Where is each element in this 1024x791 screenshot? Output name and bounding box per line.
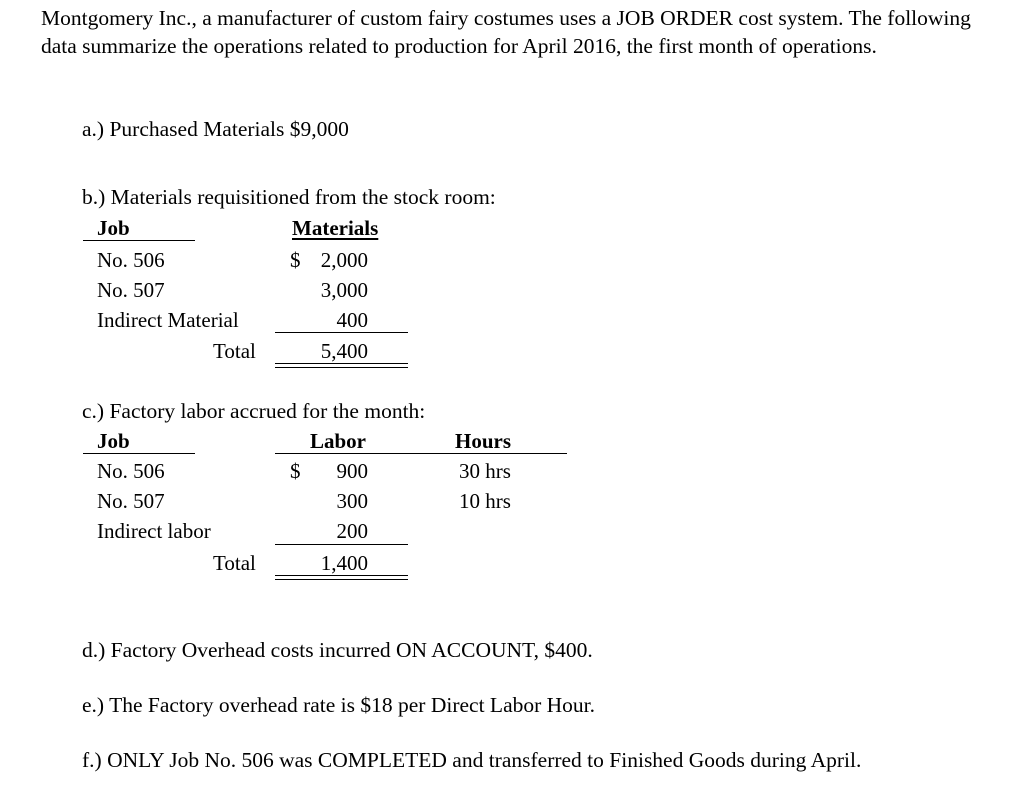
labor-total-label: Total (213, 551, 256, 575)
materials-row-currency: $ (290, 248, 301, 272)
labor-table-header-job: Job (97, 429, 130, 453)
materials-row-job: No. 507 (97, 278, 165, 302)
materials-row-amount: 3,000 (320, 278, 368, 302)
materials-row-job: Indirect Material (97, 308, 239, 332)
labor-row-amount: 900 (336, 459, 368, 483)
labor-job-header-rule (83, 453, 195, 454)
item-a-purchased-materials: a.) Purchased Materials $9,000 (82, 117, 349, 141)
labor-row-currency: $ (290, 459, 301, 483)
intro-paragraph: Montgomery Inc., a manufacturer of custom fairy costumes uses a JOB ORDER cost system. The following data summarize the operations related to production for April 2016, the first month of operations. (41, 6, 971, 58)
materials-total-amount: 5,400 (320, 339, 368, 363)
materials-row-job: No. 506 (97, 248, 165, 272)
labor-hours-header-rule (275, 453, 567, 454)
labor-total-amount: 1,400 (320, 551, 368, 575)
labor-row-hours: 30 hrs (459, 459, 511, 483)
materials-row-amount: 2,000 (320, 248, 368, 272)
materials-subtotal-rule (275, 332, 408, 333)
labor-row-job: No. 506 (97, 459, 165, 483)
labor-row-job: No. 507 (97, 489, 165, 513)
item-e-overhead-rate: e.) The Factory overhead rate is $18 per Direct Labor Hour. (82, 693, 596, 717)
labor-subtotal-rule (275, 544, 408, 545)
materials-table-header-job: Job (97, 216, 130, 240)
labor-total-double-rule (275, 575, 408, 580)
materials-row-amount: 400 (336, 308, 368, 332)
materials-job-header-rule (83, 240, 195, 241)
labor-table-header-labor: Labor (310, 429, 367, 453)
labor-row-amount: 300 (336, 489, 368, 513)
labor-table-header-hours: Hours (455, 429, 512, 453)
materials-table-header-materials: Materials (292, 216, 379, 240)
labor-row-amount: 200 (336, 519, 368, 543)
materials-total-label: Total (213, 339, 256, 363)
item-c-title: c.) Factory labor accrued for the month: (82, 399, 426, 423)
item-f-completed-job: f.) ONLY Job No. 506 was COMPLETED and transferred to Finished Goods during April. (82, 748, 862, 772)
labor-row-hours: 10 hrs (459, 489, 511, 513)
materials-total-double-rule (275, 363, 408, 368)
item-d-overhead-on-account: d.) Factory Overhead costs incurred ON ACCOUNT, $400. (82, 638, 593, 662)
labor-row-job: Indirect labor (97, 519, 211, 543)
item-b-title: b.) Materials requisitioned from the stock room: (82, 185, 496, 209)
